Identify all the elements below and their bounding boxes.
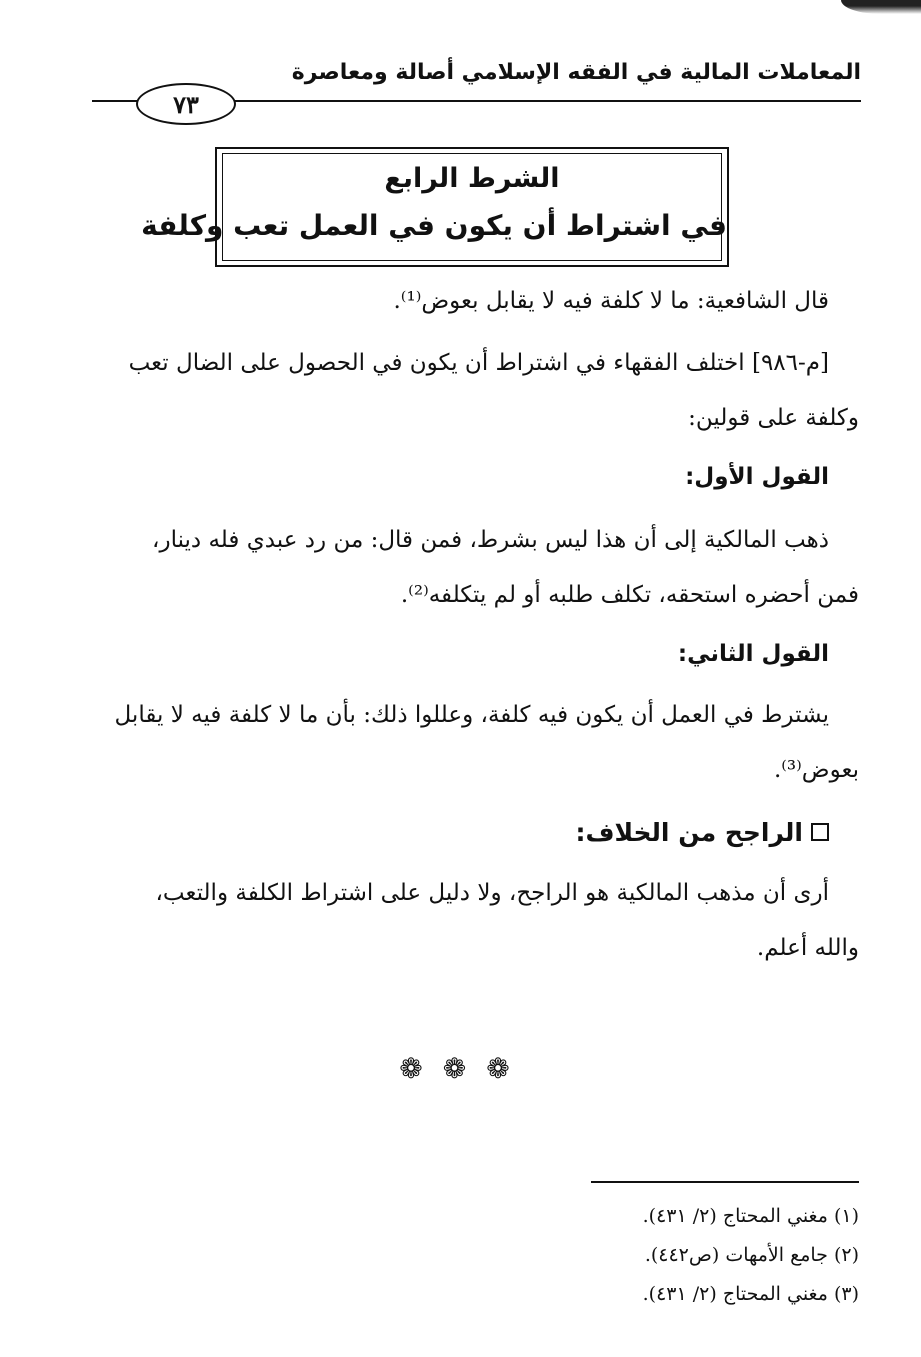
section-title-line2: في اشتراط أن يكون في العمل تعب وكلفة <box>141 209 727 242</box>
scan-corner-mark <box>841 0 921 14</box>
paragraph-second-opinion-line1: يشترط في العمل أن يكون فيه كلفة، وعللوا ذلك: بأن ما لا كلفة فيه لا يقابل <box>114 702 829 728</box>
section-title-box <box>141 147 729 267</box>
footnote-separator <box>591 1181 859 1183</box>
paragraph-conclusion-line2: والله أعلم. <box>756 935 859 961</box>
section-end-ornaments <box>0 1052 921 1085</box>
page-number: ٧٣ <box>136 83 236 125</box>
paragraph-first-opinion-line2: فمن أحضره استحقه، تكلف طلبه أو لم يتكلفه⁽²⁾. <box>400 582 859 608</box>
paragraph-first-opinion-line1: ذهب المالكية إلى أن هذا ليس بشرط، فمن قال: من رد عبدي فله دينار، <box>152 527 829 553</box>
footnote-3: (٣) مغني المحتاج (٢/ ٤٣١). <box>642 1283 859 1305</box>
flower-ornament-icon: ❁ <box>442 1052 479 1085</box>
paragraph-conclusion-line1: أرى أن مذهب المالكية هو الراجح، ولا دليل على اشتراط الكلفة والتعب، <box>155 880 829 906</box>
heading-first-opinion: القول الأول: <box>685 464 829 490</box>
footnote-2: (٢) جامع الأمهات (ص٤٤٢). <box>644 1244 859 1266</box>
heading-preferred-view-label: الراجح من الخلاف: <box>575 818 803 847</box>
paragraph-second-opinion-line2: بعوض⁽³⁾. <box>773 757 859 783</box>
running-header-title: المعاملات المالية في الفقه الإسلامي أصالة ومعاصرة <box>291 60 861 85</box>
flower-ornament-icon: ❁ <box>486 1052 522 1085</box>
heading-preferred-view <box>92 818 829 848</box>
paragraph-disagreement-line2: وكلفة على قولين: <box>688 405 859 431</box>
checkbox-square-icon <box>811 823 829 841</box>
section-title-line1: الشرط الرابع <box>384 163 560 194</box>
heading-second-opinion: القول الثاني: <box>677 641 829 667</box>
footnote-1: (١) مغني المحتاج (٢/ ٤٣١). <box>642 1205 859 1227</box>
paragraph-shafii-statement: قال الشافعية: ما لا كلفة فيه لا يقابل بعوض⁽¹⁾. <box>393 288 829 314</box>
paragraph-disagreement-line1: [م-٩٨٦] اختلف الفقهاء في اشتراط أن يكون في الحصول على الضال تعب <box>128 350 829 376</box>
flower-ornament-icon: ❁ <box>399 1052 435 1085</box>
